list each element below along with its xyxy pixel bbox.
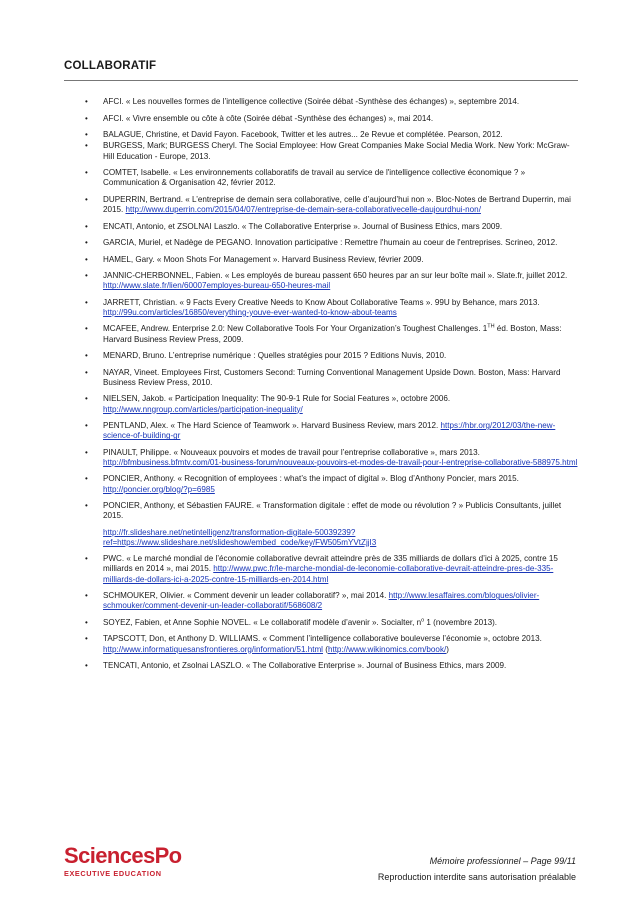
reference-item [85, 168, 580, 188]
reference-body [103, 114, 580, 124]
reference-text: éd. Boston, Mass: Harvard Business Review Press, 2009. [103, 324, 562, 344]
reference-item [85, 298, 580, 318]
reference-text: DUPERRIN, Bertrand. « L’entreprise de demain sera collaborative, celle d’aujourd’hui non ». Bloc-Notes de Bertrand Duperrin, mai 2015. [103, 194, 571, 214]
reference-body [103, 394, 580, 414]
superscript: o [421, 617, 425, 624]
reference-link[interactable]: http://www.wikinomics.com/book/ [327, 644, 447, 654]
reference-text: 1 (novembre 2013). [424, 617, 498, 627]
reference-text: NAYAR, Vineet. Employees First, Customers Second: Turning Conventional Management Upside Down. Boston, Mass: Harvard Business Review Press, 2010. [103, 367, 561, 387]
bullet-icon: • [85, 194, 88, 204]
reference-body [103, 195, 580, 215]
reference-text: PONCIER, Anthony. « Recognition of employees : what’s the impact of digital ». Blog d’Anthony Poncier, mars 2015. [103, 474, 519, 484]
reference-text: MENARD, Bruno. L’entreprise numérique : Quelles stratégies pour 2015 ? Editions Nuvis, 2010. [103, 351, 447, 361]
bullet-icon: • [85, 661, 88, 671]
title-divider [64, 80, 578, 81]
reference-text: JARRETT, Christian. « 9 Facts Every Creative Needs to Know About Collaborative Teams ». 99U by Behance, mars 2013. [103, 297, 540, 307]
reference-link[interactable]: https://hbr.org/2012/03/the-new-science-of-building-gr [103, 421, 556, 441]
reference-body [103, 97, 580, 107]
bullet-icon: • [85, 447, 88, 457]
reference-text: PONCIER, Anthony, et Sébastien FAURE. « Transformation digitale : effet de mode ou révolution ? » Publicis Consultants, juillet 2015. [103, 501, 562, 521]
reference-text: HAMEL, Gary. « Moon Shots For Management ». Harvard Business Review, février 2009. [103, 254, 424, 264]
reference-text: SOYEZ, Fabien, et Anne Sophie NOVEL. « Le collaboratif modèle d’avenir ». Socialter, n [103, 617, 422, 627]
reference-body [103, 351, 580, 361]
reference-body [103, 255, 580, 265]
reference-body [103, 661, 580, 671]
reference-body [103, 238, 580, 248]
footer-notice: Reproduction interdite sans autorisation préalable [377, 872, 576, 882]
reference-item [85, 222, 580, 232]
reference-body [103, 298, 580, 318]
reference-text: BALAGUE, Christine, et David Fayon. Facebook, Twitter et les autres... 2e Revue et complétée. Pearson, 2012. [103, 130, 503, 139]
bullet-icon: • [85, 421, 88, 431]
bullet-icon: • [85, 221, 88, 231]
reference-item [85, 634, 580, 654]
bullet-icon: • [85, 130, 88, 139]
reference-text: AFCI. « Vivre ensemble ou côte à côte (Soirée débat -Synthèse des échanges) », mai 2014. [103, 113, 434, 123]
reference-body [103, 368, 580, 388]
bullet-icon: • [85, 394, 88, 404]
reference-text: ( [322, 644, 328, 654]
reference-text: GARCIA, Muriel, et Nadège de PEGANO. Innovation participative : Remettre l'humain au coeur de l'entreprises. Scrineo, 2012. [103, 238, 558, 247]
reference-text: PINAULT, Philippe. « Nouveaux pouvoirs et modes de travail pour l’entreprise collaborative », mars 2013. [103, 447, 480, 457]
page-footer [378, 853, 576, 885]
reference-body [103, 591, 580, 611]
bullet-icon: • [85, 271, 88, 280]
reference-text: PWC. « Le marché mondial de l’économie collaborative devrait atteindre près de 335 milliards de dollars d’ici à 2025, contre 15 milliards en 2014 », mai 2015. [103, 554, 558, 574]
bullet-icon: • [85, 113, 88, 123]
reference-item [85, 238, 580, 248]
reference-body [103, 634, 580, 654]
reference-text: NIELSEN, Jakob. « Participation Inequality: The 90-9-1 Rule for Social Features », octobre 2006. [103, 394, 451, 404]
reference-item [85, 255, 580, 265]
reference-text: BURGESS, Mark; BURGESS Cheryl. The Social Employee: How Great Companies Make Social Media Work. New York: McGraw-Hill Education - Europe, 2013. [103, 141, 570, 161]
reference-link[interactable]: http://www.duperrin.com/2015/04/07/entreprise-de-demain-sera-collaborativecelle-daujourdhui-non/ [125, 205, 481, 214]
reference-link[interactable]: http://poncier.org/blog/?p=6985 [103, 484, 215, 494]
reference-text: COMTET, Isabelle. « Les environnements collaboratifs de travail au service de l'intelligence collective économique ? » Communication & Organisation 42, février 2012. [103, 168, 526, 188]
reference-item [85, 97, 580, 107]
reference-body [103, 222, 580, 232]
section-title: COLLABORATIF [64, 60, 157, 72]
bullet-icon: • [85, 254, 88, 264]
reference-text: TENCATI, Antonio, et Zsolnai LASZLO. « The Collaborative Enterprise ». Journal of Business Ethics, mars 2009. [103, 661, 507, 671]
sciencespo-logo [64, 845, 182, 878]
reference-body [103, 474, 580, 494]
bullet-icon: • [85, 591, 88, 601]
reference-text: PENTLAND, Alex. « The Hard Science of Teamwork ». Harvard Business Review, mars 2012. [103, 421, 441, 431]
reference-body [103, 421, 580, 441]
reference-item [85, 114, 580, 124]
reference-text: TAPSCOTT, Don, et Anthony D. WILLIAMS. « Comment l’intelligence collaborative bouleverse l’économie », octobre 2013. [103, 634, 542, 644]
bullet-icon: • [85, 617, 88, 627]
reference-item [85, 448, 580, 468]
reference-link[interactable]: http://bfmbusiness.bfmtv.com/01-business-forum/nouveaux-pouvoirs-et-modes-de-travail-pour-l-entreprise-collaborative-588975.html [103, 457, 578, 467]
reference-link[interactable]: http://www.pwc.fr/le-marche-mondial-de-leconomie-collaborative-devrait-atteindre-pres-de-335-milliards-de-dollars-ici-a-2025-contre-15-milliards-en-2014.html [103, 564, 554, 584]
bullet-icon: • [85, 141, 88, 151]
reference-item [85, 351, 580, 361]
reference-body [103, 501, 580, 521]
superscript: TH [487, 323, 495, 330]
bullet-icon: • [85, 474, 88, 484]
reference-body [103, 448, 580, 468]
bullet-icon: • [85, 367, 88, 377]
bullet-icon: • [85, 297, 88, 307]
footer-page-number: Mémoire professionnel – Page 99/11 [429, 856, 576, 866]
reference-link[interactable]: http://www.slate.fr/lien/60007employes-bureau-650-heures-mail [103, 281, 331, 291]
reference-text: AFCI. « Les nouvelles formes de l’intelligence collective (Soirée débat -Synthèse des échanges) », septembre 2014. [103, 97, 520, 106]
reference-item [85, 501, 580, 548]
bullet-icon: • [85, 324, 88, 334]
reference-extra [103, 528, 580, 548]
reference-text: ENCATI, Antonio, et ZSOLNAI Laszlo. « The Collaborative Enterprise ». Journal of Business Ethics, mars 2009. [103, 221, 503, 231]
logo-wordmark: SciencesPo [64, 843, 182, 868]
reference-item [85, 130, 580, 140]
reference-list [85, 97, 580, 678]
reference-body [103, 554, 580, 585]
bullet-icon: • [85, 97, 88, 106]
reference-item [85, 661, 580, 671]
reference-item [85, 618, 580, 628]
reference-item [85, 368, 580, 388]
reference-body [103, 141, 580, 161]
bullet-icon: • [85, 554, 88, 564]
reference-item [85, 591, 580, 611]
reference-link[interactable]: http://www.lesaffaires.com/blogues/olivier-schmouker/comment-devenir-un-leader-collaboratif/568608/2 [103, 591, 540, 611]
reference-item [85, 421, 580, 441]
reference-link[interactable]: http://99u.com/articles/16850/everything-youve-ever-wanted-to-know-about-teams [103, 307, 397, 317]
reference-body [103, 271, 580, 291]
reference-link[interactable]: http://www.informatiquesansfrontieres.org/information/51.html [103, 644, 323, 654]
reference-text: MCAFEE, Andrew. Enterprise 2.0: New Collaborative Tools For Your Organization’s Toughest Challenges. 1 [103, 324, 488, 334]
reference-text: SCHMOUKER, Olivier. « Comment devenir un leader collaboratif? », mai 2014. [103, 591, 389, 601]
reference-item [85, 324, 580, 344]
bullet-icon: • [85, 168, 88, 178]
bullet-icon: • [85, 351, 88, 361]
bullet-icon: • [85, 501, 88, 511]
reference-item [85, 554, 580, 585]
reference-link[interactable]: http://www.nngroup.com/articles/participation-inequality/ [103, 404, 303, 414]
reference-body [103, 618, 580, 628]
bullet-icon: • [85, 634, 88, 644]
reference-body [103, 130, 580, 140]
reference-text: JANNIC-CHERBONNEL, Fabien. « Les employés de bureau passent 650 heures par an sur leur boîte mail ». Slate.fr, juillet 2012. [103, 271, 568, 280]
reference-item [85, 195, 580, 215]
reference-body [103, 168, 580, 188]
reference-item [85, 394, 580, 414]
reference-item [85, 474, 580, 494]
reference-item [85, 141, 580, 161]
logo-subtitle: EXECUTIVE EDUCATION [64, 869, 162, 878]
reference-text: ) [446, 644, 449, 654]
bullet-icon: • [85, 238, 88, 247]
reference-link[interactable]: http://fr.slideshare.net/netintelligenz/transformation-digitale-50039239?ref=https://www.slideshare.net/slideshow/embed_code/key/FW505mYVtZjjI3 [103, 527, 377, 547]
reference-item [85, 271, 580, 291]
reference-body [103, 324, 580, 344]
